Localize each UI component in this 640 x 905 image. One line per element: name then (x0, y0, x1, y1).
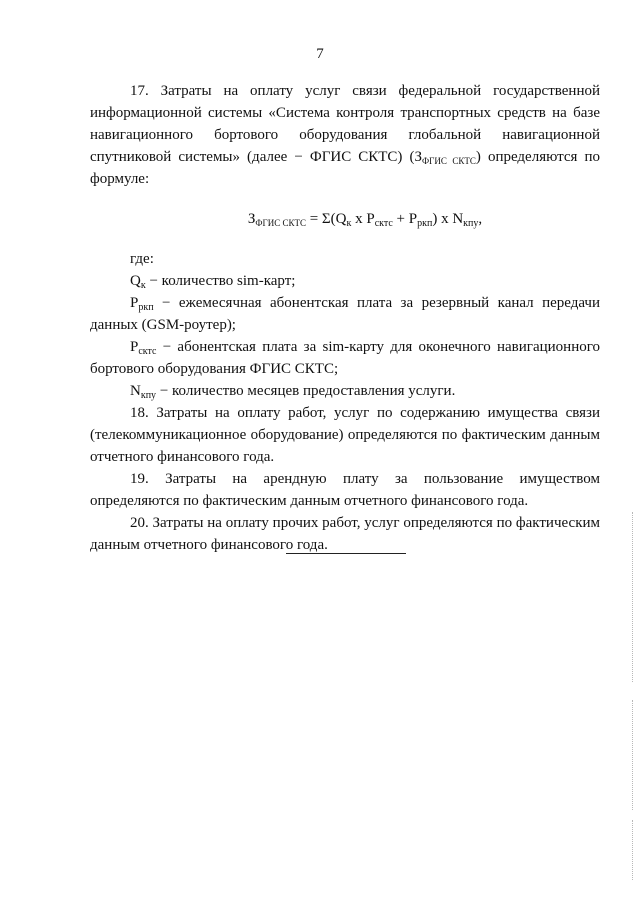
margin-scan-mark (632, 700, 634, 810)
definition-symbol: P (130, 295, 139, 311)
formula-times-p: x P (351, 211, 375, 227)
definition-text: − ежемесячная абонентская плата за резервный канал передачи данных (GSM-роутер); (90, 295, 600, 333)
definition-text: − абонентская плата за sim-карту для оконечного навигационного бортового оборудования ФГИС СКТС; (90, 339, 600, 377)
definition-symbol: Q (130, 273, 141, 289)
definition-subscript: к (140, 280, 146, 291)
document-body (90, 80, 600, 556)
definition-q (90, 270, 600, 292)
formula-p1-subscript: сктс (374, 218, 393, 229)
definition-subscript: ркп (138, 302, 154, 313)
formula-lhs: З (247, 211, 256, 227)
page-number: 7 (316, 46, 324, 62)
formula-times-n: ) x N (432, 211, 464, 227)
paragraph-item-19: 19. Затраты на арендную плату за пользование имуществом определяются по фактическим данным отчетного финансового года. (90, 471, 600, 509)
formula-end: , (478, 211, 483, 227)
formula-n-subscript: кпу (463, 218, 479, 229)
definition-symbol: N (130, 383, 141, 399)
definition-subscript: кпу (140, 390, 157, 401)
item-17-text: 17. Затраты на оплату услуг связи федеральной государственной информационной системы «Система контроля транспортных средств на базе навигационного бортового оборудования глобальной навигационной спутниковой системы» (далее − ФГИС СКТС) (З (90, 83, 600, 165)
formula-q-subscript: к (346, 218, 352, 229)
formula-plus-p: + P (392, 211, 418, 227)
formula-p2-subscript: ркп (417, 218, 433, 229)
paragraph-item-17 (90, 80, 600, 190)
formula-sum: = Σ(Q (305, 211, 347, 227)
definition-text: − количество sim-карт; (145, 273, 296, 289)
definition-text: − количество месяцев предоставления услуги. (156, 383, 456, 399)
item-17-subscript: ФГИС СКТС (422, 156, 476, 166)
margin-scan-mark (632, 820, 634, 880)
definition-subscript: сктс (138, 346, 157, 357)
definition-symbol: P (130, 339, 139, 355)
item-17-tail: ) определяются по формуле: (90, 149, 600, 187)
definition-p-rkp (90, 292, 600, 336)
definition-n-kpu (90, 380, 600, 402)
cost-formula (90, 208, 600, 230)
formula-lhs-subscript: ФГИС СКТС (255, 218, 306, 228)
margin-scan-mark (632, 512, 634, 682)
closing-divider (286, 553, 406, 554)
where-label: где: (130, 251, 154, 267)
paragraph-item-20: 20. Затраты на оплату прочих работ, услуг определяются по фактическим данным отчетного финансового года. (90, 515, 600, 553)
definition-p-sktc (90, 336, 600, 380)
paragraph-item-18: 18. Затраты на оплату работ, услуг по содержанию имущества связи (телекоммуникационное оборудование) определяются по фактическим данным отчетного финансового года. (90, 405, 600, 465)
